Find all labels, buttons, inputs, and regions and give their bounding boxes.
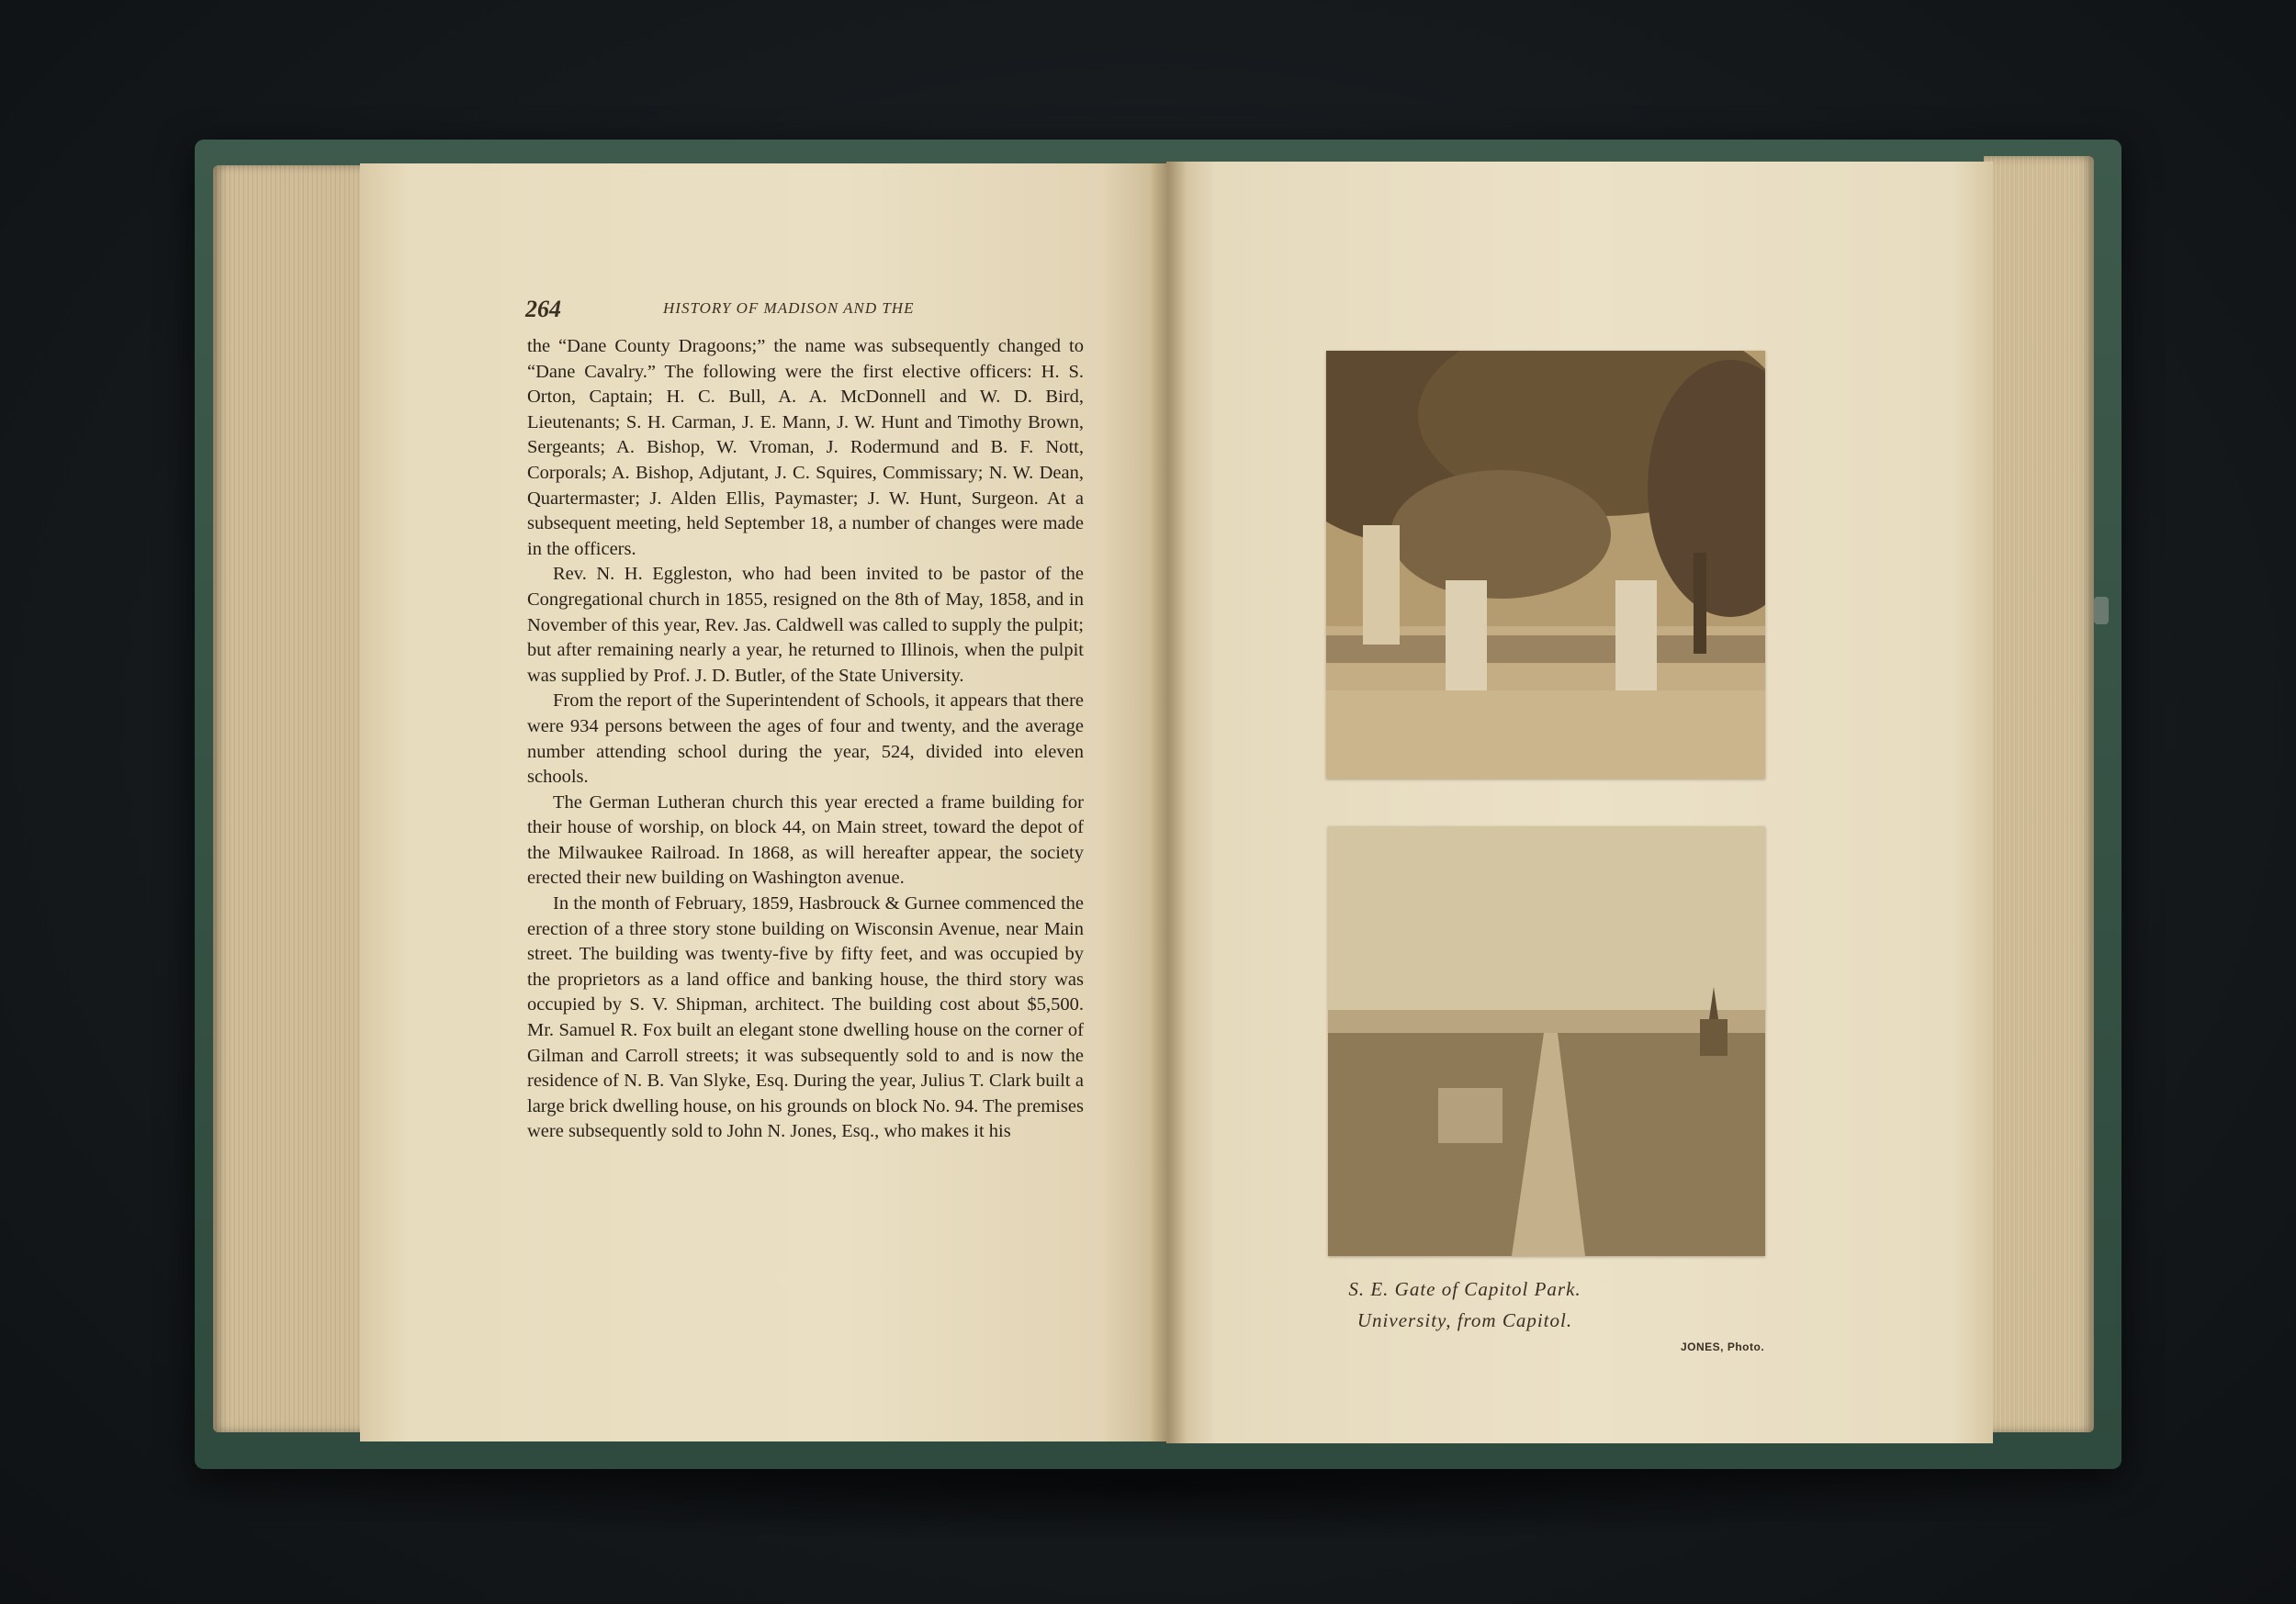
right-page-block-edge: [1984, 156, 2094, 1432]
paragraph-3: From the report of the Superintendent of Schools, it appears that there were 934 persons between the ages of four and twenty, and the average number attending school during the year, 524, divided into eleven schools.: [527, 690, 1084, 788]
photo-university-from-capitol: [1328, 826, 1765, 1256]
caption-university-from-capitol: University, from Capitol.: [1356, 1309, 1573, 1331]
running-head: [525, 296, 1087, 323]
photo-capitol-park-gate: [1326, 351, 1765, 779]
photo-credit: JONES, Photo.: [1681, 1340, 1765, 1353]
book-gutter: [1150, 162, 1187, 1443]
paragraph-2: Rev. N. H. Eggleston, who had been invited to be pastor of the Congregational church in 1855, resigned on the 8th of May, 1858, and in November of this year, Rev. Jas. Caldwell was called to supply the pulpit; but after remaining nearly a year, he returned to Illinois, when the pulpit was supplied by Prof. J. D. Butler, of the State University.: [527, 564, 1084, 686]
page-number: 264: [525, 296, 561, 322]
left-page-block-edge: [213, 165, 367, 1432]
caption-capitol-park-gate: S. E. Gate of Capitol Park.: [1348, 1278, 1581, 1300]
body-text: [527, 334, 1084, 1289]
paragraph-5: In the month of February, 1859, Hasbrouck & Gurnee commenced the erection of a three story stone building on Wisconsin Avenue, near Main street. The building was twenty-five by fifty feet, and was occupied by the proprietors as a land office and banking house, the third story was occupied by S. V. Shipman, architect. The building cost about $5,500. Mr. Samuel R. Fox built an elegant stone dwelling house on the corner of Gilman and Carroll streets; it was subsequently sold to and is now the residence of N. B. Van Slyke, Esq. During the year, Julius T. Clark built a large brick dwelling house, on his grounds on block No. 94. The premises were subsequently sold to John N. Jones, Esq., who makes it his: [527, 893, 1084, 1142]
paragraph-4: The German Lutheran church this year erected a frame building for their house of worship, on block 44, on Main street, toward the depot of the Milwaukee Railroad. In 1868, as will hereafter appear, the society erected their new building on Washington avenue.: [527, 791, 1084, 889]
cover-clasp: [2094, 597, 2109, 624]
running-head-title: HISTORY OF MADISON AND THE: [663, 299, 915, 317]
paragraph-1: the “Dane County Dragoons;” the name was subsequently changed to “Dane Cavalry.” The following were the first elective officers: H. S. Orton, Captain; H. C. Bull, A. A. McDonnell and W. D. Bird, Lieutenants; S. H. Carman, J. E. Mann, J. W. Hunt and Timothy Brown, Sergeants; A. Bishop, W. Vroman, J. Rodermund and B. F. Nott, Corporals; A. Bishop, Adjutant, J. C. Squires, Commissary; N. W. Dean, Quartermaster; J. Alden Ellis, Paymaster; J. W. Hunt, Surgeon. At a subsequent meeting, held September 18, a number of changes were made in the officers.: [527, 336, 1084, 559]
